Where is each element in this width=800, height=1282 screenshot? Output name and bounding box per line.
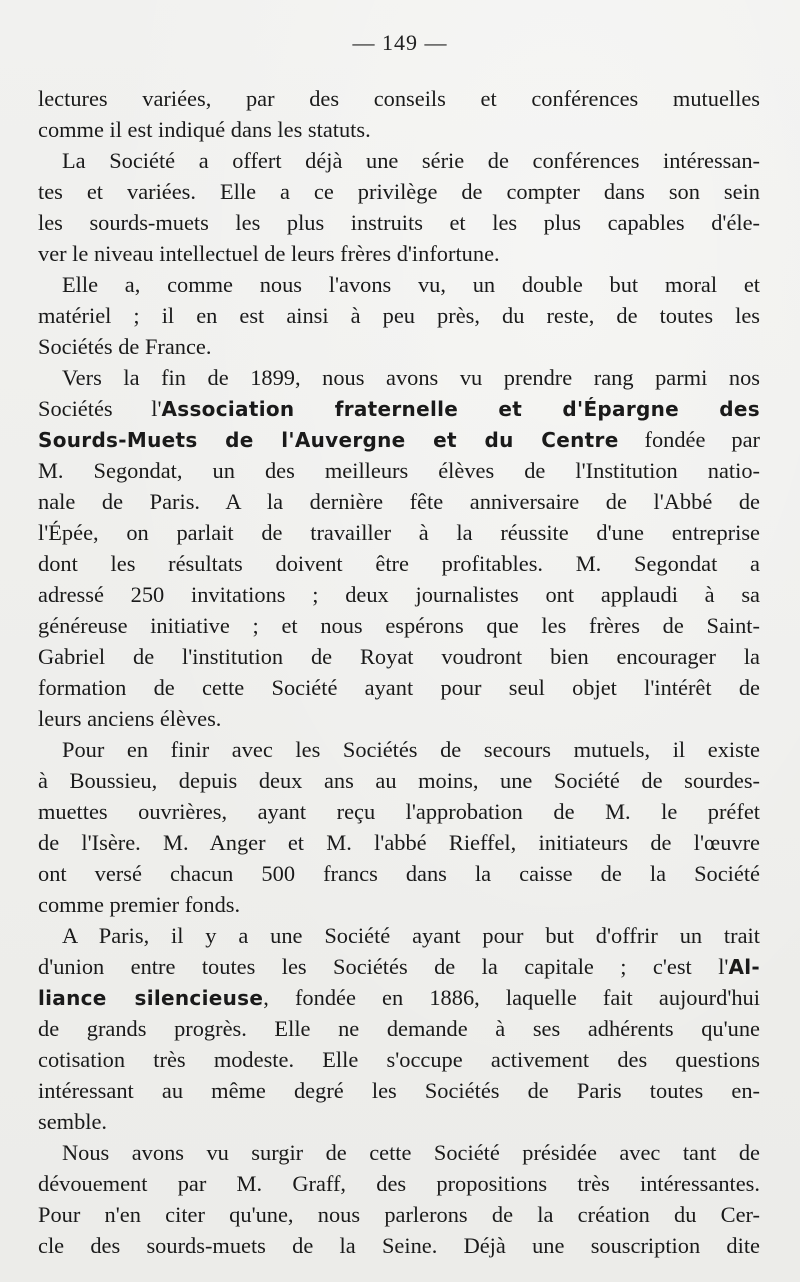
text-span: à Boussieu, depuis deux ans au moins, une Société de sourdes-	[38, 768, 760, 793]
text-line	[38, 1075, 760, 1106]
text-line	[38, 83, 760, 114]
text-span: Nous avons vu surgir de cette Société présidée avec tant de	[62, 1140, 760, 1165]
text-line	[38, 176, 760, 207]
text-span: muettes ouvrières, ayant reçu l'approbation de M. le préfet	[38, 799, 760, 824]
bold-text: Sourds-Muets de l'Auvergne et du Centre	[38, 428, 619, 452]
text-span: comme il est indiqué dans les statuts.	[38, 117, 371, 142]
text-span: comme premier fonds.	[38, 892, 241, 917]
text-line	[38, 610, 760, 641]
page-number: — 149 —	[352, 30, 448, 55]
text-line	[38, 548, 760, 579]
text-span: adressé 250 invitations ; deux journalistes ont applaudi à sa	[38, 582, 760, 607]
text-line	[38, 1199, 760, 1230]
text-line	[38, 734, 760, 765]
text-line	[38, 889, 760, 920]
text-line	[38, 1044, 760, 1075]
text-span: tes et variées. Elle a ce privilège de compter dans son sein	[38, 179, 760, 204]
bold-text: Association fraternelle et d'Épargne des	[161, 397, 760, 421]
text-span: Sociétés de France.	[38, 334, 212, 359]
text-line	[38, 920, 760, 951]
text-span: nale de Paris. A la dernière fête anniversaire de l'Abbé de	[38, 489, 760, 514]
text-span: ver le niveau intellectuel de leurs frères d'infortune.	[38, 241, 500, 266]
text-span: , fondée en 1886, laquelle fait aujourd'hui	[263, 985, 760, 1010]
text-span: généreuse initiative ; et nous espérons que les frères de Saint-	[38, 613, 760, 638]
text-line	[38, 858, 760, 889]
text-span: Pour en finir avec les Sociétés de secours mutuels, il existe	[62, 737, 760, 762]
text-span: formation de cette Société ayant pour seul objet l'intérêt de	[38, 675, 760, 700]
text-span: lectures variées, par des conseils et conférences mutuelles	[38, 86, 760, 111]
text-span: Gabriel de l'institution de Royat voudront bien encourager la	[38, 644, 760, 669]
text-line	[38, 269, 760, 300]
bold-text: liance silencieuse	[38, 986, 264, 1010]
text-span: d'union entre toutes les Sociétés de la capitale ; c'est l'	[38, 954, 729, 979]
text-span: fondée par	[618, 427, 760, 452]
text-span: cotisation très modeste. Elle s'occupe activement des questions	[38, 1047, 760, 1072]
text-line	[38, 517, 760, 548]
text-line	[38, 1137, 760, 1168]
text-line	[38, 641, 760, 672]
text-line	[38, 703, 760, 734]
text-line	[38, 455, 760, 486]
text-line	[38, 1013, 760, 1044]
text-span: dévouement par M. Graff, des propositions très intéressantes.	[38, 1171, 760, 1196]
text-span: matériel ; il en est ainsi à peu près, du reste, de toutes les	[38, 303, 760, 328]
text-span: dont les résultats doivent être profitables. M. Segondat a	[38, 551, 760, 576]
text-line	[38, 1168, 760, 1199]
text-span: M. Segondat, un des meilleurs élèves de l'Institution natio-	[38, 458, 760, 483]
text-span: Sociétés l'	[38, 396, 162, 421]
text-span: les sourds-muets les plus instruits et les plus capables d'éle-	[38, 210, 760, 235]
text-span: ont versé chacun 500 francs dans la caisse de la Société	[38, 861, 760, 886]
text-span: intéressant au même degré les Sociétés de Paris toutes en-	[38, 1078, 760, 1103]
text-line	[38, 1230, 760, 1261]
text-span: de l'Isère. M. Anger et M. l'abbé Rieffel, initiateurs de l'œuvre	[38, 830, 760, 855]
text-span: l'Épée, on parlait de travailler à la réussite d'une entreprise	[38, 520, 760, 545]
text-span: Elle a, comme nous l'avons vu, un double but moral et	[62, 272, 760, 297]
text-span: Pour n'en citer qu'une, nous parlerons de la création du Cer-	[38, 1202, 760, 1227]
text-span: semble.	[38, 1109, 108, 1134]
text-line	[38, 1106, 760, 1137]
text-line	[38, 424, 760, 455]
body-text	[38, 83, 760, 1261]
text-span: cle des sourds-muets de la Seine. Déjà une souscription dite	[38, 1233, 760, 1258]
text-line	[38, 827, 760, 858]
text-line	[38, 362, 760, 393]
text-span: La Société a offert déjà une série de conférences intéressan-	[62, 148, 760, 173]
text-line	[38, 145, 760, 176]
text-line	[38, 982, 760, 1013]
text-line	[38, 393, 760, 424]
text-line	[38, 579, 760, 610]
text-line	[38, 951, 760, 982]
text-line	[38, 114, 760, 145]
text-span: de grands progrès. Elle ne demande à ses adhérents qu'une	[38, 1016, 760, 1041]
text-line	[38, 207, 760, 238]
text-line	[38, 486, 760, 517]
text-line	[38, 672, 760, 703]
text-line	[38, 300, 760, 331]
text-span: leurs anciens élèves.	[38, 706, 222, 731]
bold-text: Al-	[728, 955, 760, 979]
text-span: Vers la fin de 1899, nous avons vu prendre rang parmi nos	[62, 365, 760, 390]
text-span: A Paris, il y a une Société ayant pour but d'offrir un trait	[62, 923, 760, 948]
text-line	[38, 796, 760, 827]
text-line	[38, 331, 760, 362]
text-line	[38, 765, 760, 796]
text-line	[38, 238, 760, 269]
